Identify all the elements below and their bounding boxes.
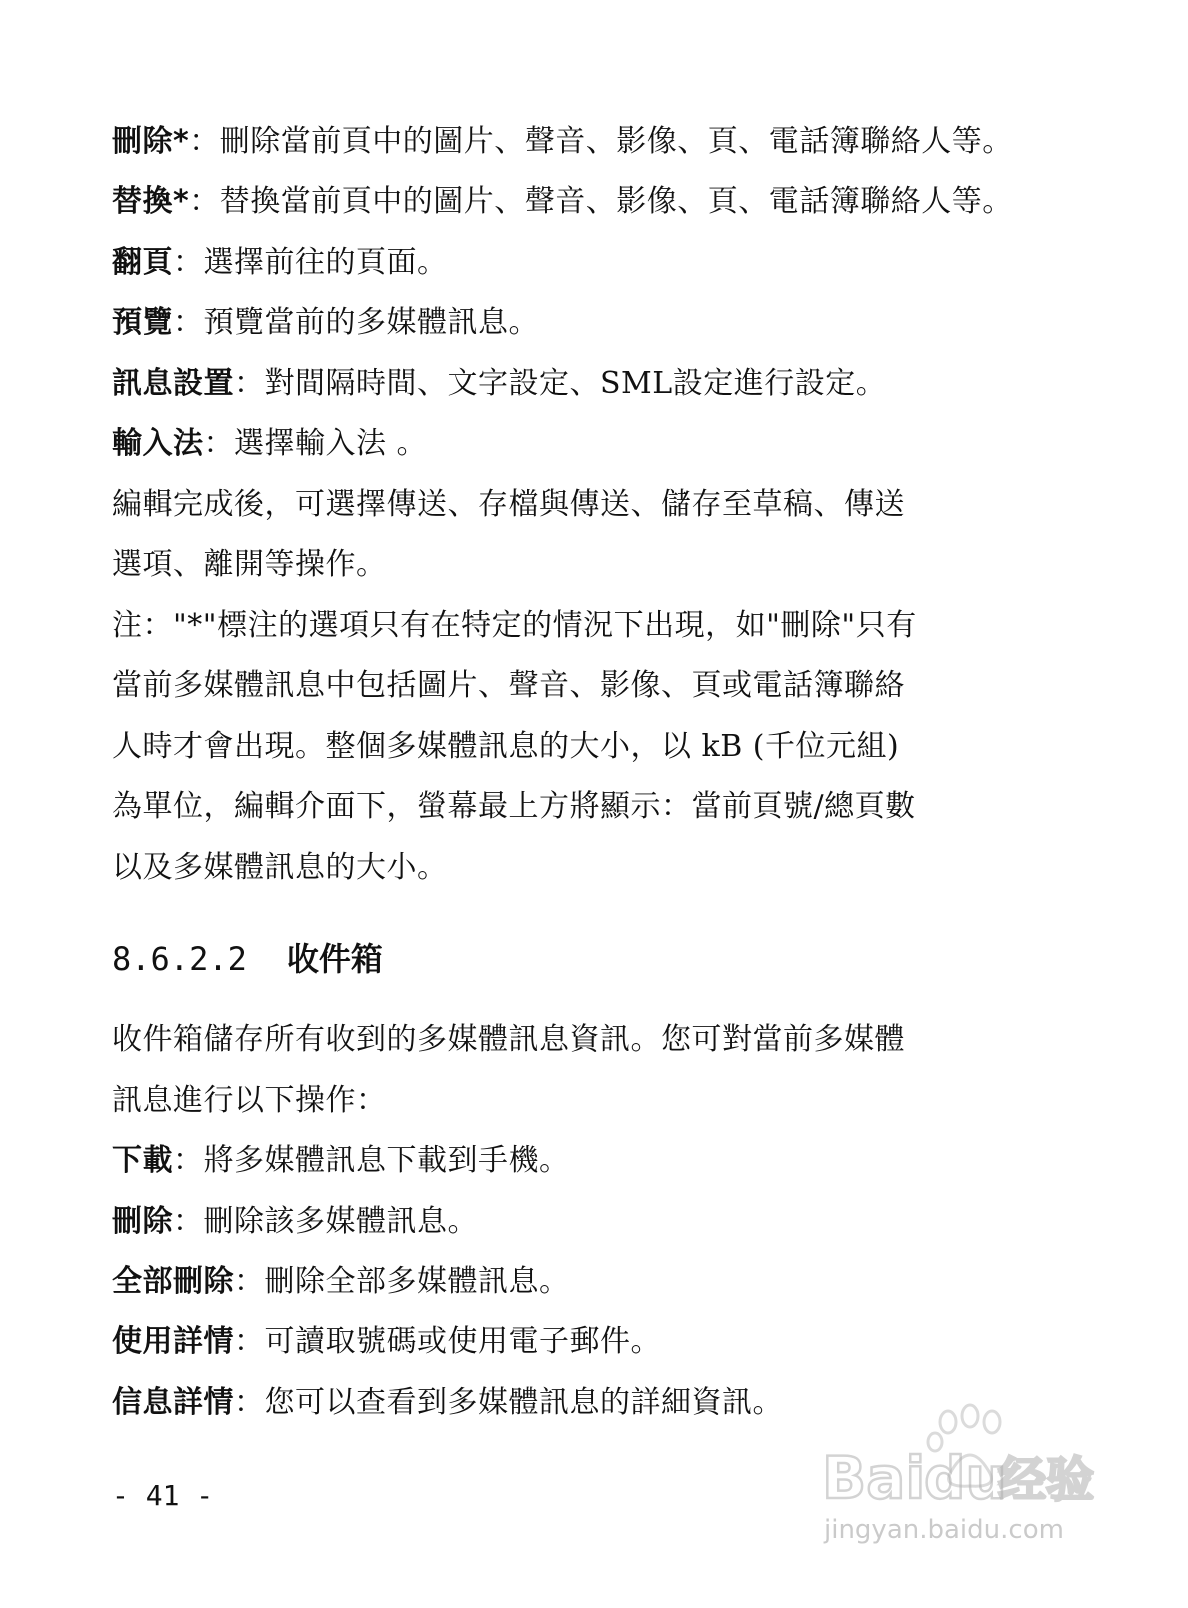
definition-text: 對間隔時間、文字設定、SML設定進行設定。	[264, 366, 887, 401]
watermark-brand-du: du	[924, 1444, 1007, 1512]
definition-item	[112, 1141, 570, 1181]
definition-term: 信息詳情	[112, 1385, 234, 1420]
definition-term: 下載	[112, 1143, 173, 1178]
note-line: 當前多媒體訊息中包括圖片、聲音、影像、頁或電話簿聯絡	[112, 668, 905, 703]
definition-term: 刪除*	[112, 124, 190, 159]
note-line: 注："*"標注的選項只有在特定的情況下出現，如"刪除"只有	[112, 608, 917, 643]
definition-item	[112, 303, 539, 343]
definition-sep: ：	[173, 1204, 204, 1239]
definition-text: 選擇輸入法 。	[234, 426, 428, 461]
definition-item	[112, 1383, 783, 1423]
definition-text: 替換當前頁中的圖片、聲音、影像、頁、電話簿聯絡人等。	[219, 184, 1013, 219]
definition-item	[112, 1262, 570, 1302]
definition-item	[112, 1202, 478, 1242]
definition-item	[112, 122, 1013, 162]
definition-text: 刪除當前頁中的圖片、聲音、影像、頁、電話簿聯絡人等。	[219, 124, 1013, 159]
definition-item	[112, 364, 886, 404]
definition-text: 預覽當前的多媒體訊息。	[203, 305, 539, 340]
watermark-suffix: 经验	[998, 1452, 1095, 1508]
definition-text: 刪除該多媒體訊息。	[203, 1204, 478, 1239]
page-number: - 41 -	[112, 1479, 214, 1512]
paragraph-line: 訊息進行以下操作：	[112, 1083, 387, 1118]
baidu-watermark-logo	[820, 1400, 1120, 1550]
definition-sep: ：	[189, 124, 220, 159]
definition-term: 使用詳情	[112, 1324, 234, 1359]
paragraph-line: 編輯完成後，可選擇傳送、存檔與傳送、儲存至草稿、傳送	[112, 487, 905, 522]
watermark-url: jingyan.baidu.com	[824, 1515, 1064, 1545]
note-line: 以及多媒體訊息的大小。	[112, 850, 448, 885]
definition-text: 您可以查看到多媒體訊息的詳細資訊。	[264, 1385, 783, 1420]
definition-term: 輸入法	[112, 426, 204, 461]
definition-sep: ：	[234, 1385, 265, 1420]
definition-item	[112, 1322, 661, 1362]
section-heading	[112, 938, 383, 980]
definition-term: 全部刪除	[112, 1264, 234, 1299]
definition-item	[112, 182, 1013, 222]
watermark-brand: Bai	[822, 1444, 926, 1512]
definition-term: 預覽	[112, 305, 173, 340]
definition-sep: ：	[234, 1324, 265, 1359]
definition-text: 選擇前往的頁面。	[203, 245, 448, 280]
definition-sep: ：	[234, 1264, 265, 1299]
definition-sep: ：	[203, 426, 234, 461]
section-number: 8.6.2.2	[112, 940, 247, 978]
definition-term: 替換*	[112, 184, 190, 219]
paragraph-line: 收件箱儲存所有收到的多媒體訊息資訊。您可對當前多媒體	[112, 1022, 905, 1057]
definition-term: 訊息設置	[112, 366, 234, 401]
definition-item	[112, 424, 427, 464]
definition-sep: ：	[234, 366, 265, 401]
definition-sep: ：	[173, 245, 204, 280]
definition-text: 可讀取號碼或使用電子郵件。	[264, 1324, 661, 1359]
definition-term: 刪除	[112, 1204, 173, 1239]
definition-term: 翻頁	[112, 245, 173, 280]
definition-sep: ：	[173, 305, 204, 340]
definition-text: 刪除全部多媒體訊息。	[264, 1264, 570, 1299]
definition-sep: ：	[189, 184, 220, 219]
note-line: 人時才會出現。整個多媒體訊息的大小，以 kB (千位元組)	[112, 729, 900, 764]
note-line: 為單位，編輯介面下，螢幕最上方將顯示：當前頁號/總頁數	[112, 789, 916, 824]
paragraph-line: 選項、離開等操作。	[112, 547, 387, 582]
definition-sep: ：	[173, 1143, 204, 1178]
definition-text: 將多媒體訊息下載到手機。	[203, 1143, 570, 1178]
section-title: 收件箱	[286, 940, 383, 978]
definition-item	[112, 243, 448, 283]
